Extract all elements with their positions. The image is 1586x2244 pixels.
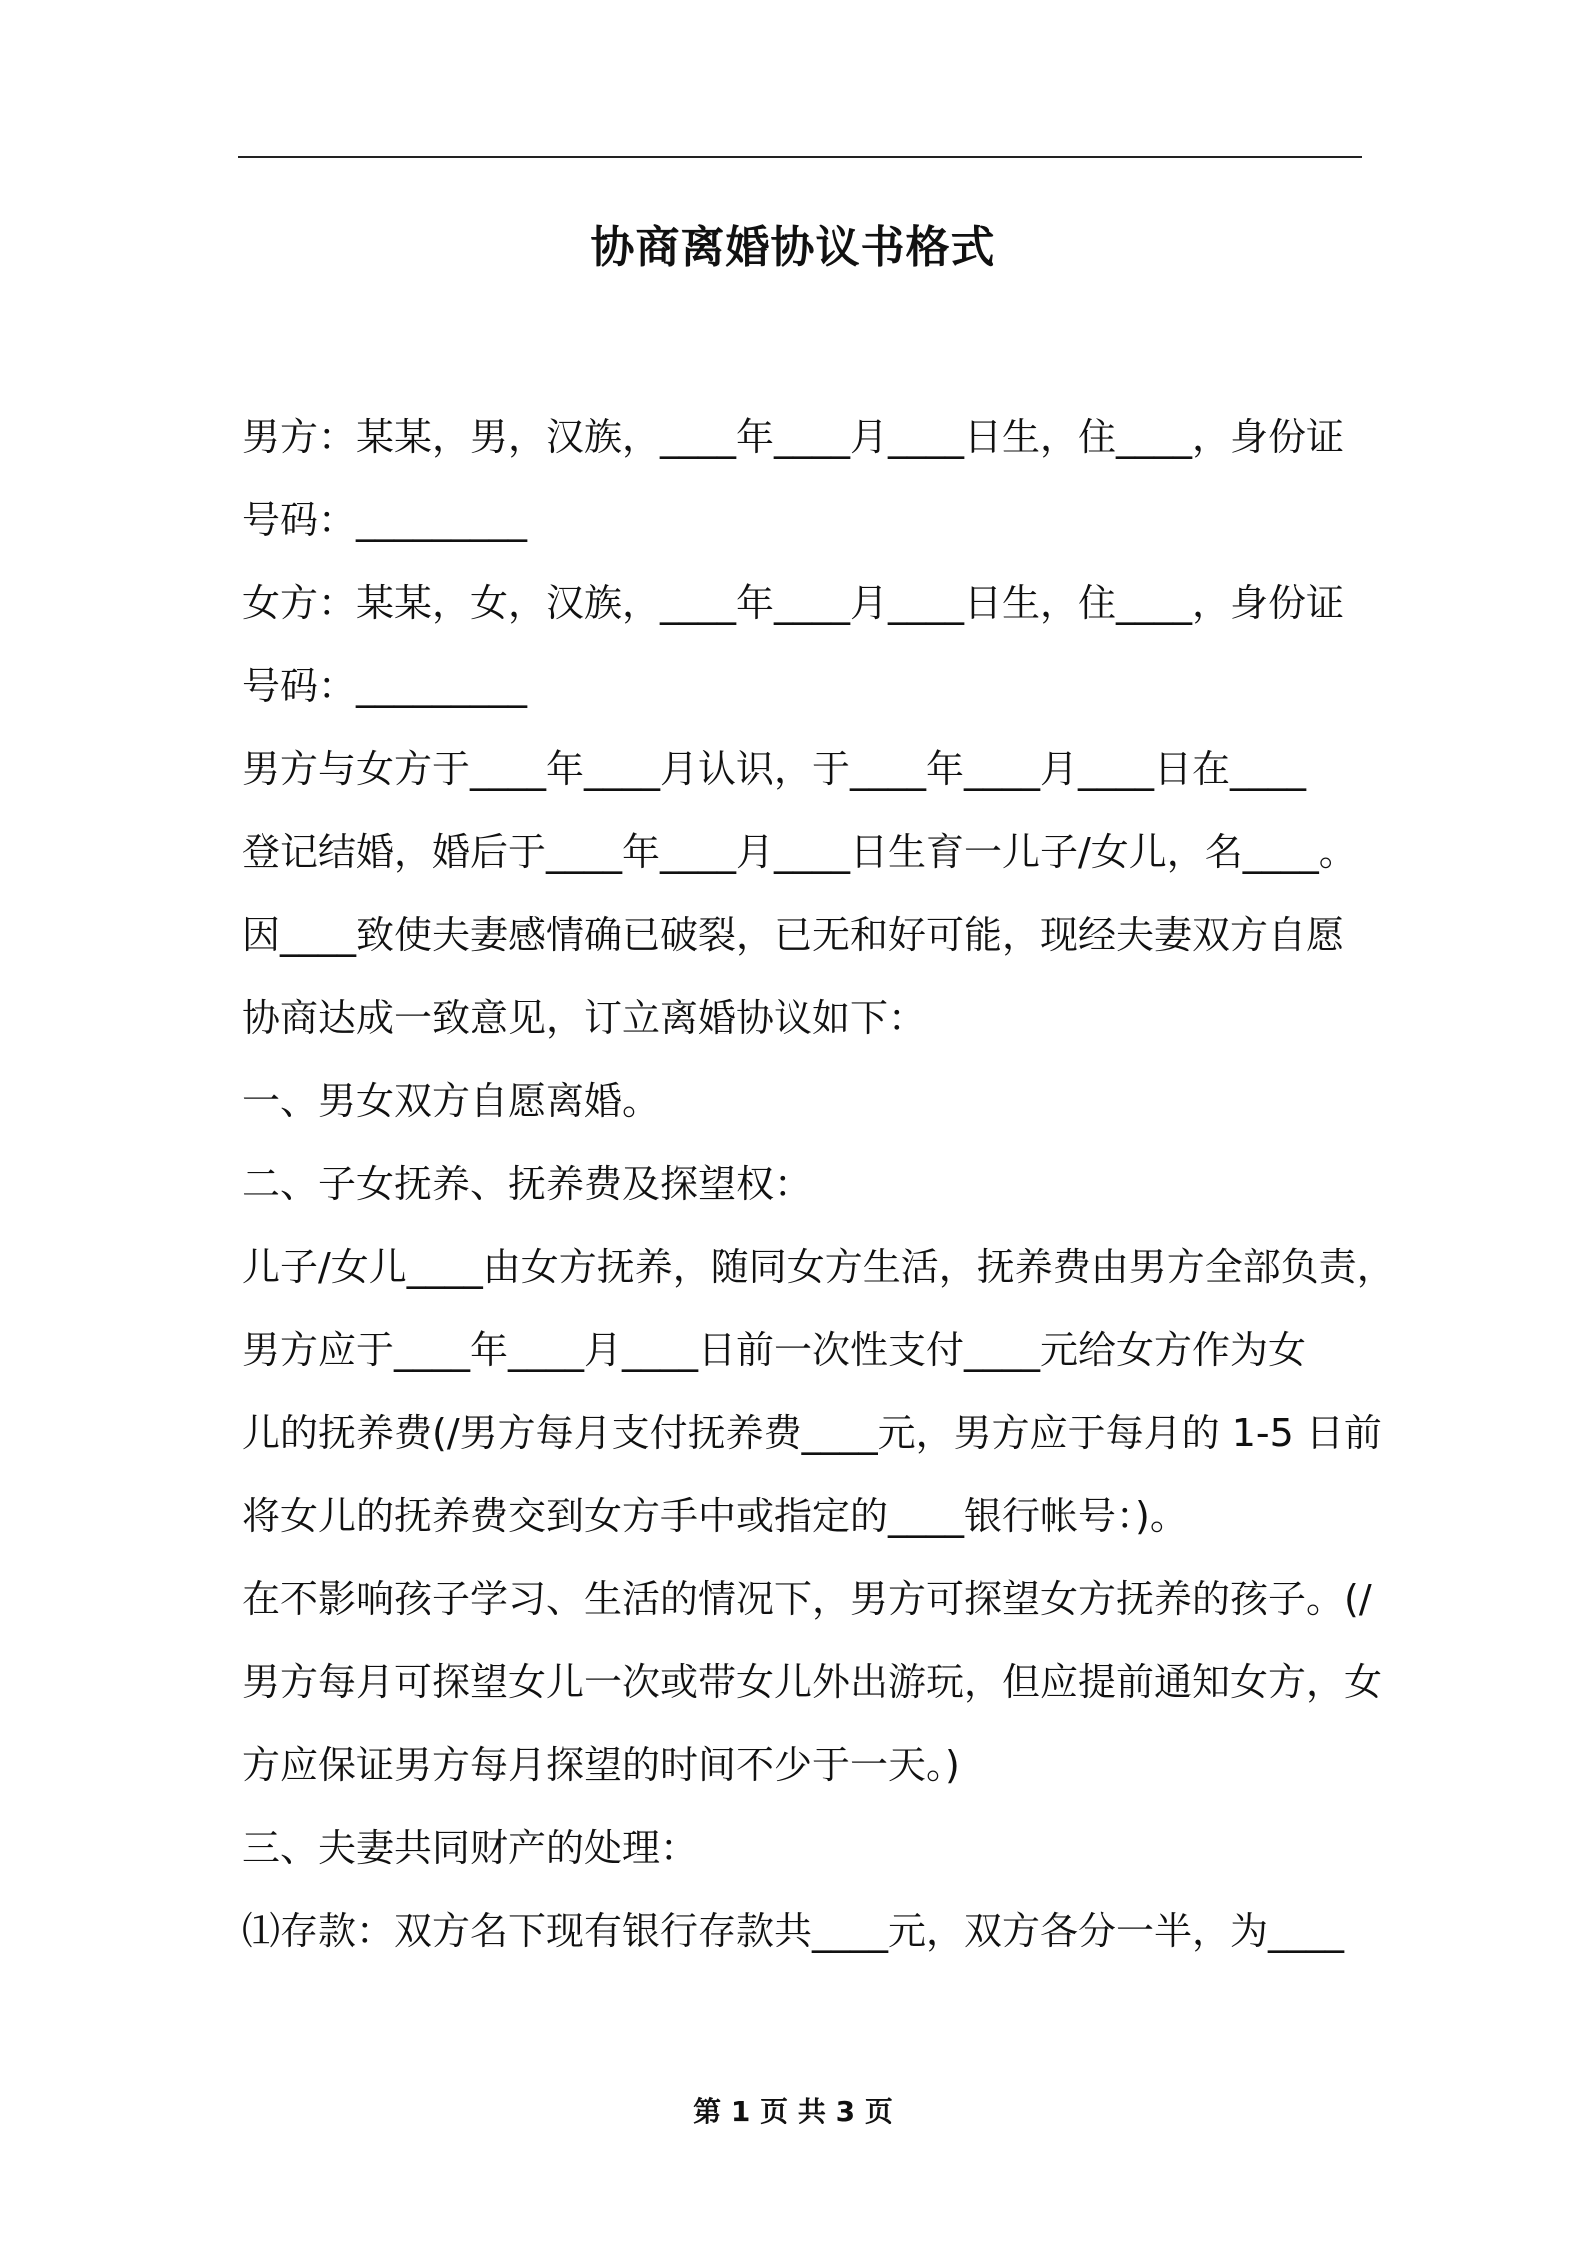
- body-line: 号码：_________: [242, 664, 528, 708]
- body-line: 因____致使夫妻感情确已破裂，已无和好可能，现经夫妻双方自愿: [242, 913, 1345, 957]
- body-line: 女方：某某，女，汉族，____年____月____日生，住____，身份证: [242, 581, 1345, 625]
- body-line: 号码：_________: [242, 498, 528, 542]
- document-body: [242, 396, 1395, 1973]
- body-line: 男方与女方于____年____月认识，于____年____月____日在____: [242, 747, 1307, 791]
- document-title: 协商离婚协议书格式: [590, 222, 996, 273]
- section-heading: 一、男女双方自愿离婚。: [242, 1079, 661, 1123]
- header-rule: [238, 156, 1362, 158]
- body-line: 男方：某某，男，汉族，____年____月____日生，住____，身份证: [242, 415, 1345, 459]
- body-line: 协商达成一致意见，订立离婚协议如下：: [242, 996, 927, 1040]
- body-line: 儿子/女儿____由女方抚养，随同女方生活，抚养费由男方全部负责，: [242, 1245, 1395, 1289]
- section-heading: 二、子女抚养、抚养费及探望权：: [242, 1162, 813, 1206]
- page-number-footer: 第 1 页 共 3 页: [693, 2095, 893, 2128]
- section-heading: 三、夫妻共同财产的处理：: [242, 1826, 699, 1870]
- body-line: 将女儿的抚养费交到女方手中或指定的____银行帐号：)。: [242, 1494, 1188, 1538]
- body-line: 儿的抚养费(/男方每月支付抚养费____元，男方应于每月的 1-5 日前: [242, 1411, 1382, 1455]
- body-line: ⑴存款：双方名下现有银行存款共____元，双方各分一半，为____: [242, 1909, 1345, 1953]
- body-line: 登记结婚，婚后于____年____月____日生育一儿子/女儿，名____。: [242, 830, 1357, 874]
- body-line: 男方应于____年____月____日前一次性支付____元给女方作为女: [242, 1328, 1307, 1372]
- body-line: 方应保证男方每月探望的时间不少于一天。): [242, 1743, 960, 1787]
- body-line: 男方每月可探望女儿一次或带女儿外出游玩，但应提前通知女方，女: [242, 1660, 1383, 1704]
- body-line: 在不影响孩子学习、生活的情况下，男方可探望女方抚养的孩子。(/: [242, 1577, 1372, 1621]
